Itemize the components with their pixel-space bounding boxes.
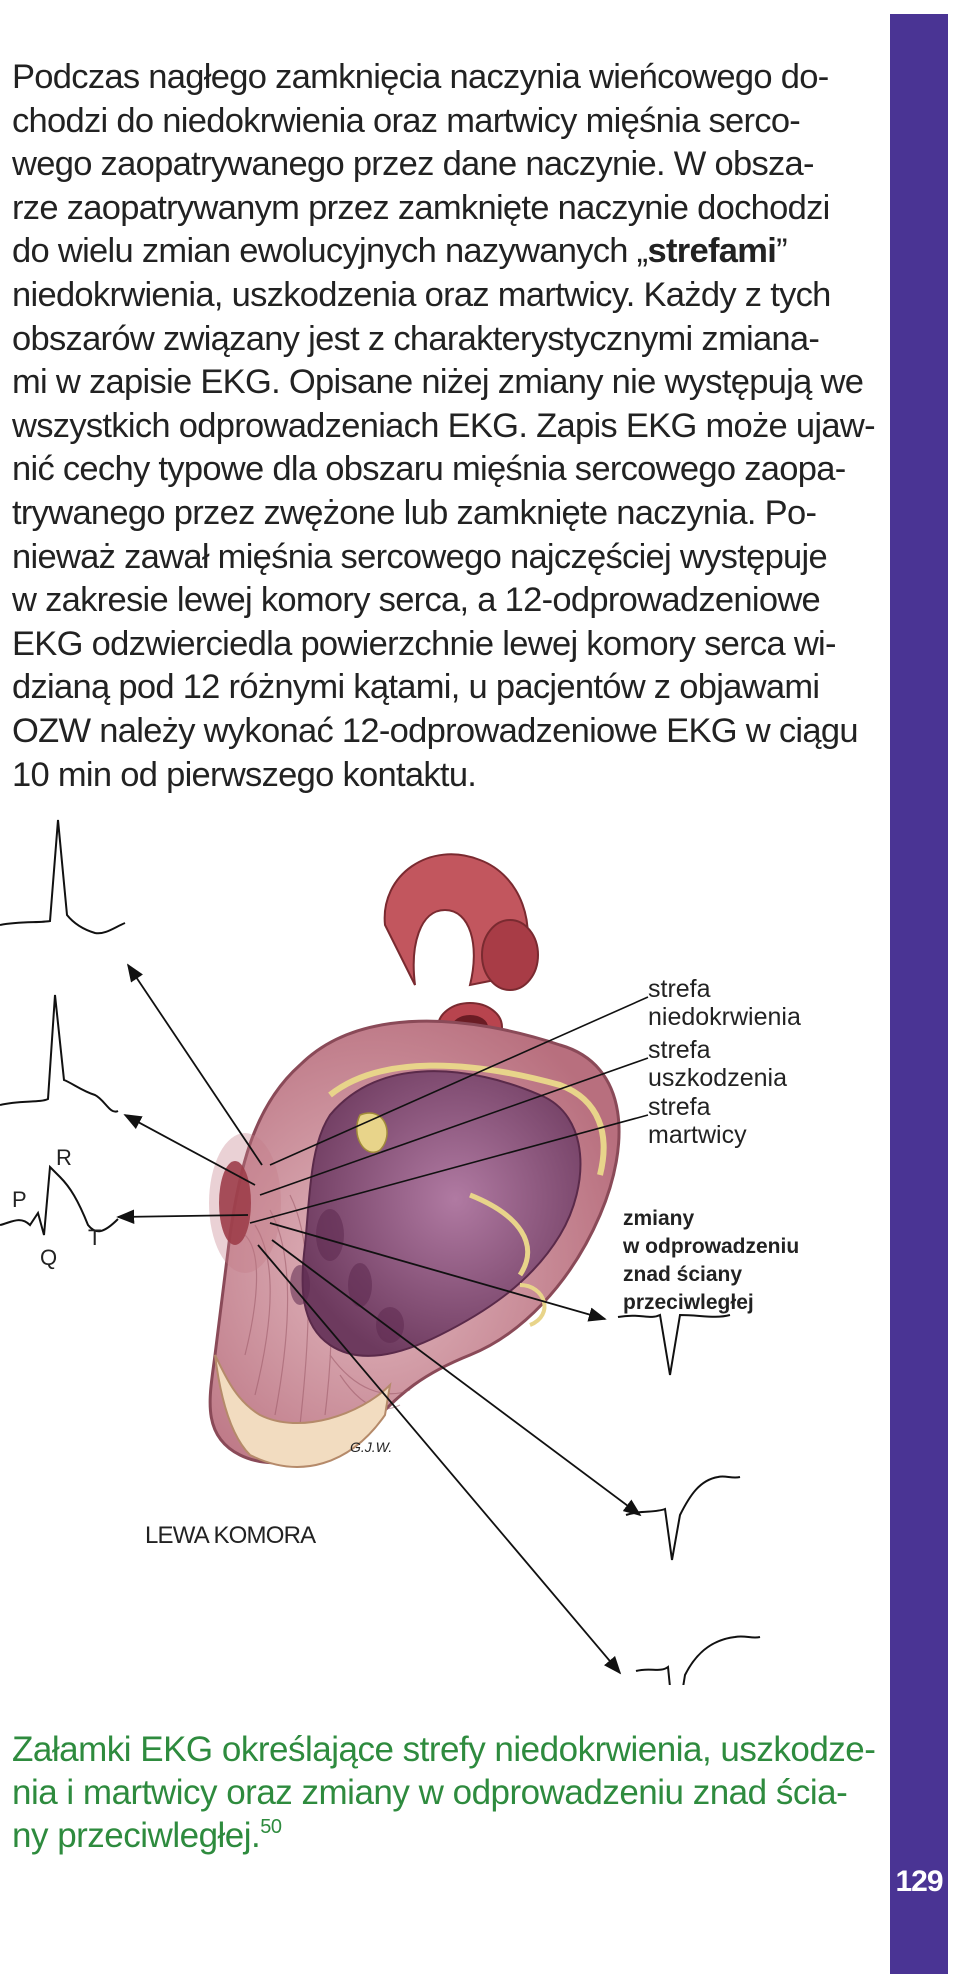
text-line: OZW należy wykonać 12-odprowadzeniowe EKG w ciągu <box>12 711 858 750</box>
body-paragraph <box>12 56 875 797</box>
text-line: 10 min od pierwszego kontaktu. <box>12 755 477 794</box>
page-number: 129 <box>895 1865 943 1898</box>
figure-caption <box>12 1728 876 1857</box>
zone-label: strefa <box>648 1093 711 1121</box>
zone-label: niedokrwienia <box>648 1003 801 1031</box>
wave-label-q: Q <box>40 1245 58 1270</box>
caption-fragment: ny przeciwległej. <box>12 1816 261 1855</box>
ecg-injury-trace <box>0 995 118 1112</box>
chapter-side-bar <box>890 14 948 1974</box>
text-fragment: ” <box>776 232 787 271</box>
text-line: wszystkich odprowadzeniach EKG. Zapis EKG może ujaw- <box>12 406 875 445</box>
ecg-reciprocal-trace-2 <box>636 1636 760 1685</box>
text-line: chodzi do niedokrwienia oraz martwicy mięśnia serco- <box>12 101 801 140</box>
text-line <box>12 230 852 274</box>
ecg-ischemia-trace <box>0 820 125 933</box>
wave-label-p: P <box>12 1187 27 1212</box>
opposite-wall-label: przeciwległej <box>623 1291 754 1314</box>
caption-line: Załamki EKG określające strefy niedokrwienia, uszkodze- <box>12 1730 876 1769</box>
opposite-wall-label: znad ściany <box>623 1263 743 1286</box>
text-line: dzianą pod 12 różnymi kątami, u pacjentów z objawami <box>12 668 820 707</box>
text-line: Podczas nagłego zamknięcia naczynia wieńcowego do- <box>12 58 829 96</box>
heart-illustration <box>209 854 619 1467</box>
text-line: trywanego przez zwężone lub zamknięte naczynia. Po- <box>12 493 817 532</box>
text-line: nieważ zawał mięśnia sercowego najczęściej występuje <box>12 537 827 576</box>
text-line: w zakresie lewej komory serca, a 12-odprowadzeniowe <box>12 581 821 620</box>
caption-line: nia i martwicy oraz zmiany w odprowadzeniu znad ścia- <box>12 1773 848 1812</box>
left-ventricle-label: LEWA KOMORA <box>145 1522 316 1549</box>
zone-label: strefa <box>648 1036 711 1064</box>
figure-illustration <box>0 815 890 1685</box>
artist-signature: G.J.W. <box>350 1439 393 1455</box>
text-fragment: do wielu zmian ewolucyjnych nazywanych „ <box>12 232 648 271</box>
ecg-opposite-trace <box>618 1315 730 1375</box>
wave-label-t: T <box>88 1225 102 1250</box>
opposite-wall-label: zmiany <box>623 1207 695 1230</box>
zone-label: martwicy <box>648 1121 747 1149</box>
ecg-traces-right <box>618 1315 760 1685</box>
text-line: EKG odzwierciedla powierzchnie lewej komory serca wi- <box>12 624 836 663</box>
text-line: niedokrwienia, uszkodzenia oraz martwicy. Każdy z tych <box>12 275 831 314</box>
zone-label: strefa <box>648 975 711 1003</box>
text-line: wego zaopatrywanego przez dane naczynie. W obsza- <box>12 145 814 184</box>
text-line: obszarów związany jest z charakterystycznymi zmiana- <box>12 319 820 358</box>
ecg-traces-left <box>0 820 125 1235</box>
bold-term: strefami <box>647 232 777 271</box>
text-line: mi w zapisie EKG. Opisane niżej zmiany nie występują we <box>12 363 864 402</box>
text-line: rze zaopatrywanym przez zamknięte naczynie dochodzi <box>12 188 830 227</box>
caption-line <box>12 1814 872 1857</box>
opposite-wall-label: w odprowadzeniu <box>623 1235 800 1258</box>
ecg-reciprocal-trace <box>626 1476 740 1560</box>
text-line: nić cechy typowe dla obszaru mięśnia sercowego zaopa- <box>12 450 846 489</box>
reference-number: 50 <box>260 1816 282 1838</box>
heart-ecg-figure <box>0 815 890 1685</box>
zone-label: uszkodzenia <box>648 1064 787 1092</box>
wave-label-r: R <box>56 1145 72 1170</box>
